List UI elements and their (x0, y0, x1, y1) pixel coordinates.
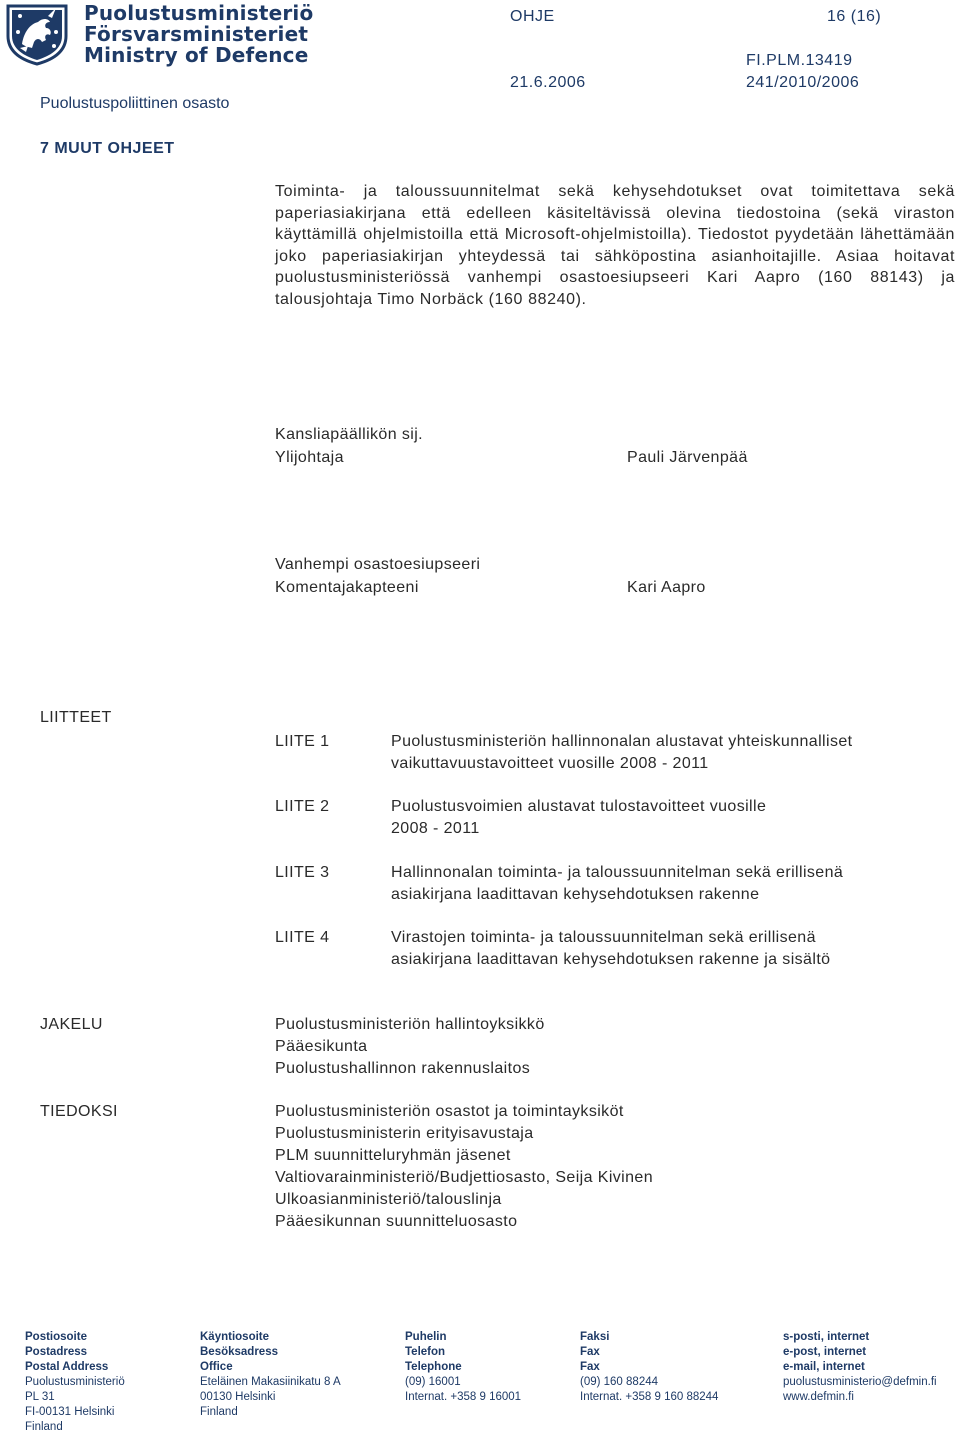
distribution-label: JAKELU (40, 1016, 103, 1033)
for-info-item: Puolustusministerin erityisavustaja (275, 1125, 534, 1142)
footer-fax-column (580, 1330, 718, 1405)
attachment-2-desc (391, 796, 766, 840)
footer-heading: Telephone (405, 1361, 462, 1373)
brand-name-sv: Försvarsministeriet (84, 22, 309, 46)
attachment-2-line-2: 2008 - 2011 (391, 820, 480, 837)
document-number: 241/2010/2006 (746, 74, 860, 91)
footer-heading: Fax (580, 1346, 600, 1358)
footer-postal-column (25, 1330, 125, 1435)
distribution-item: Puolustushallinnon rakennuslaitos (275, 1060, 531, 1077)
attachment-3-line-2: asiakirjana laadittavan kehysehdotuksen rakenne (391, 886, 760, 903)
body-paragraph (275, 181, 955, 311)
footer-office-column (200, 1330, 341, 1420)
page-number: 16 (16) (827, 8, 882, 25)
for-info-item: Ulkoasianministeriö/talouslinja (275, 1191, 502, 1208)
for-info-list (275, 1101, 653, 1233)
footer-line: (09) 160 88244 (580, 1376, 659, 1388)
attachment-2-line-1: Puolustusvoimien alustavat tulostavoitteet vuosille (391, 798, 767, 815)
footer-heading: Besöksadress (200, 1346, 278, 1358)
signature-1-rank: Ylijohtaja (275, 449, 344, 466)
footer-line: Internat. +358 9 160 88244 (580, 1391, 719, 1403)
distribution-list (275, 1014, 545, 1080)
attachment-4-desc (391, 927, 830, 971)
footer-heading: Fax (580, 1361, 600, 1373)
attachment-3-desc (391, 862, 843, 906)
section-title: 7 MUUT OHJEET (40, 140, 175, 157)
footer-heading: Postadress (25, 1346, 88, 1358)
reference-code: FI.PLM.13419 (746, 52, 853, 69)
footer-heading: s-posti, internet (783, 1331, 870, 1343)
document-date: 21.6.2006 (510, 74, 586, 91)
for-info-item: Valtiovarainministeriö/Budjettiosasto, Seija Kivinen (275, 1169, 654, 1186)
footer-phone-column (405, 1330, 521, 1405)
footer-line: (09) 16001 (405, 1376, 461, 1388)
body-paragraph-text: Toiminta- ja taloussuunnitelmat sekä kehysehdotukset ovat toimitettava sekä paperiasiakirjana että edelleen käsiteltävissä olevina tiedostoina (sekä viraston käyttämillä ohjelmistoilla että Microsoft-ohjelmistoilla). Tiedostot pyydetään lähettämään joko paperiasiakirjan yhteydessä tai sähköpostina asianhoitajille. Asiaa hoitavat puolustusministeriössä vanhempi osastoesiupseeri Kari Aapro (160 88143) ja talousjohtaja Timo Norbäck (160 88240). (275, 183, 955, 308)
attachments-label: LIITTEET (40, 709, 112, 726)
footer-heading: Faksi (580, 1331, 610, 1343)
footer-heading: Telefon (405, 1346, 446, 1358)
footer-line: Puolustusministeriö (25, 1376, 125, 1388)
attachment-1-line-1: Puolustusministeriön hallinnonalan alustavat yhteiskunnalliset (391, 733, 853, 750)
footer-email-link[interactable]: puolustusministerio@defmin.fi (783, 1376, 937, 1388)
doc-type: OHJE (510, 8, 555, 25)
footer-heading: e-post, internet (783, 1346, 867, 1358)
attachment-1-id: LIITE 1 (275, 733, 330, 750)
attachment-4-id: LIITE 4 (275, 929, 330, 946)
for-info-item: Puolustusministeriön osastot ja toimintayksiköt (275, 1103, 624, 1120)
attachment-3-line-1: Hallinnonalan toiminta- ja taloussuunnitelman sekä erillisenä (391, 864, 844, 881)
footer-website-link[interactable]: www.defmin.fi (783, 1391, 854, 1403)
footer-email-column (783, 1330, 937, 1405)
footer-line: Eteläinen Makasiinikatu 8 A (200, 1376, 341, 1388)
signature-2-title: Vanhempi osastoesiupseeri (275, 556, 481, 573)
ministry-logo (2, 2, 72, 66)
footer-heading: Postal Address (25, 1361, 109, 1373)
attachment-1-desc (391, 731, 853, 775)
attachment-4-line-2: asiakirjana laadittavan kehysehdotuksen rakenne ja sisältö (391, 951, 831, 968)
footer-heading: Office (200, 1361, 233, 1373)
brand-name-fi: Puolustusministeriö (84, 1, 314, 25)
footer-line: FI-00131 Helsinki (25, 1406, 115, 1418)
signature-2-name: Kari Aapro (627, 579, 706, 596)
brand-name-en: Ministry of Defence (84, 43, 309, 67)
footer-line: 00130 Helsinki (200, 1391, 276, 1403)
signature-2-rank: Komentajakapteeni (275, 579, 419, 596)
finnish-lion-coat-of-arms-icon (2, 2, 72, 66)
for-info-label: TIEDOKSI (40, 1103, 118, 1120)
footer-heading: Käyntiosoite (200, 1331, 270, 1343)
footer-heading: Postiosoite (25, 1331, 87, 1343)
attachment-2-id: LIITE 2 (275, 798, 330, 815)
signature-1-title: Kansliapäällikön sij. (275, 426, 424, 443)
distribution-item: Pääesikunta (275, 1038, 368, 1055)
for-info-item: Pääesikunnan suunnitteluosasto (275, 1213, 518, 1230)
footer-line: Finland (200, 1406, 238, 1418)
footer-line: PL 31 (25, 1391, 55, 1403)
footer-line: Finland (25, 1421, 63, 1433)
footer-heading: Puhelin (405, 1331, 447, 1343)
attachment-4-line-1: Virastojen toiminta- ja taloussuunnitelman sekä erillisenä (391, 929, 816, 946)
attachment-3-id: LIITE 3 (275, 864, 330, 881)
attachment-1-line-2: vaikuttavuustavoitteet vuosille 2008 - 2011 (391, 755, 709, 772)
footer-heading: e-mail, internet (783, 1361, 865, 1373)
signature-1-name: Pauli Järvenpää (627, 449, 748, 466)
for-info-item: PLM suunnitteluryhmän jäsenet (275, 1147, 511, 1164)
department-name: Puolustuspoliittinen osasto (40, 95, 230, 112)
footer-line: Internat. +358 9 16001 (405, 1391, 522, 1403)
distribution-item: Puolustusministeriön hallintoyksikkö (275, 1016, 545, 1033)
